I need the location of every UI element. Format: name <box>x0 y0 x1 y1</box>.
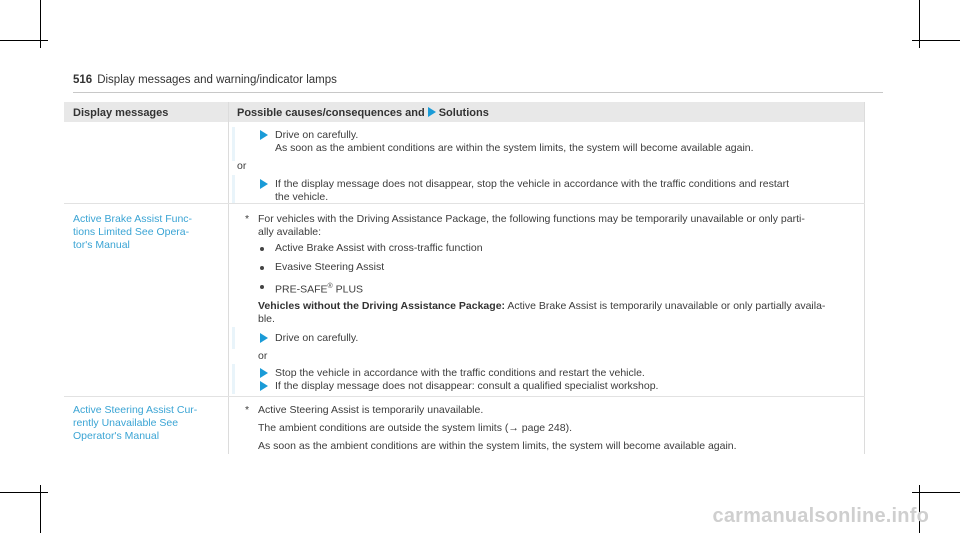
step-text: As soon as the ambient conditions are within the system limits, the system will become available again. <box>275 142 754 154</box>
list-item: Evasive Steering Assist <box>275 261 385 273</box>
cause-text: For vehicles with the Driving Assistance Package, the following functions may be temporarily unavailable or only parti- <box>258 213 805 225</box>
cause-text: Active Steering Assist is temporarily unavailable. <box>258 404 484 416</box>
without-package-text: ble. <box>258 313 275 325</box>
step-text: Drive on carefully. <box>275 129 359 141</box>
page-title: Display messages and warning/indicator lamps <box>97 74 337 86</box>
page-reference-link[interactable]: page 248). <box>521 422 572 434</box>
page-number: 516 <box>73 74 93 86</box>
column-divider <box>228 102 229 454</box>
step-arrow-icon <box>260 333 268 343</box>
display-message: Operator's Manual <box>73 430 160 442</box>
table-right-edge <box>864 102 865 454</box>
without-package-text: Vehicles without the Driving Assistance Package: Active Brake Assist is temporarily unavailable or only partially availa- <box>258 300 826 312</box>
step-bar <box>232 127 235 161</box>
crop-mark <box>912 492 960 493</box>
step-text: If the display message does not disappear: consult a qualified specialist workshop. <box>275 380 659 392</box>
step-arrow-icon <box>260 130 268 140</box>
display-message: rently Unavailable See <box>73 417 179 429</box>
display-message: tions Limited See Opera- <box>73 226 190 238</box>
cause-text: As soon as the ambient conditions are within the system limits, the system will become available again. <box>258 440 737 452</box>
page-header <box>73 74 337 86</box>
or-text: or <box>237 160 247 172</box>
bullet <box>260 285 264 289</box>
row-divider <box>64 396 865 397</box>
cause-text: ally available: <box>258 226 322 238</box>
display-message: tor's Manual <box>73 239 130 251</box>
cause-text: The ambient conditions are outside the system limits (→ page 248). <box>258 422 572 434</box>
step-bar <box>232 327 235 349</box>
step-bar <box>232 364 235 394</box>
list-item: PRE-SAFE® PLUS <box>275 283 364 296</box>
step-bar <box>232 175 235 203</box>
step-text: the vehicle. <box>275 191 329 203</box>
display-message: Active Brake Assist Func- <box>73 213 193 225</box>
watermark: carmanualsonline.info <box>712 505 929 527</box>
step-arrow-icon <box>260 179 268 189</box>
bullet <box>260 247 264 251</box>
bullet <box>260 266 264 270</box>
step-text: Stop the vehicle in accordance with the traffic conditions and restart the vehicle. <box>275 367 645 379</box>
column-header-display-messages: Display messages <box>73 107 169 119</box>
step-text: If the display message does not disappear, stop the vehicle in accordance with the traffic conditions and restart <box>275 178 790 190</box>
arrow-icon <box>428 107 436 117</box>
crop-mark <box>0 40 48 41</box>
or-text: or <box>258 350 268 362</box>
display-message: Active Steering Assist Cur- <box>73 404 198 416</box>
header-rule <box>73 92 883 93</box>
crop-mark <box>912 40 960 41</box>
step-arrow-icon <box>260 368 268 378</box>
list-item: Active Brake Assist with cross-traffic function <box>275 242 483 254</box>
star-marker: * <box>245 213 250 225</box>
row-divider <box>64 203 865 204</box>
crop-mark <box>0 492 48 493</box>
star-marker: * <box>245 404 250 416</box>
step-arrow-icon <box>260 381 268 391</box>
step-text: Drive on carefully. <box>275 332 359 344</box>
page-ref-arrow-icon: → <box>508 422 519 434</box>
column-header-causes: Possible causes/consequences and Solutions <box>237 107 489 119</box>
